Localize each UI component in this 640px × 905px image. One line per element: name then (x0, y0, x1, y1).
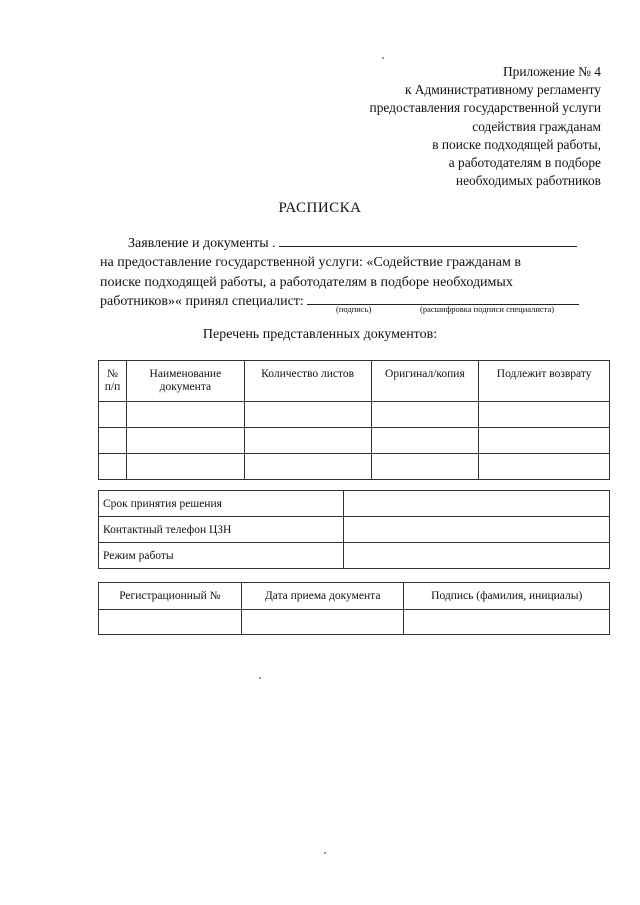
appendix-line: к Административному регламенту (404, 82, 601, 98)
scan-speck (324, 852, 326, 854)
column-header-registration-number: Регистрационный № (99, 583, 242, 610)
contact-phone-label: Контактный телефон ЦЗН (99, 517, 344, 543)
word: работодателям (279, 274, 367, 290)
column-header-receipt-date: Дата приема документа (241, 583, 404, 610)
word: а (269, 274, 277, 290)
registration-table (98, 582, 610, 635)
paragraph-text: Заявление и документы . (128, 236, 276, 251)
scan-speck (382, 57, 384, 59)
word: «Содействие (366, 255, 443, 271)
table-cell[interactable] (479, 454, 610, 480)
appendix-line: содействия гражданам (472, 118, 601, 134)
work-schedule-label: Режим работы (99, 543, 344, 569)
word: предоставление (117, 255, 212, 271)
word: подборе (380, 274, 430, 290)
table-cell[interactable] (479, 428, 610, 454)
receipt-paragraph (100, 234, 598, 311)
table-cell[interactable] (371, 454, 479, 480)
info-table (98, 490, 610, 569)
table-row (99, 491, 610, 517)
table-row (99, 454, 610, 480)
table-header-row (99, 583, 610, 610)
signature-caption: (подпись) (336, 304, 372, 314)
table-cell[interactable] (244, 402, 371, 428)
contact-phone-value[interactable] (343, 517, 609, 543)
table-header-row (99, 361, 610, 402)
word: необходимых (432, 274, 513, 290)
appendix-line: а работодателям в подборе (448, 155, 601, 171)
word: подходящей (144, 274, 217, 290)
table-cell[interactable] (99, 402, 127, 428)
table-row (99, 610, 610, 635)
page-title: РАСПИСКА (278, 200, 362, 216)
appendix-line: в поиске подходящей работы, (432, 136, 601, 152)
table-row (99, 543, 610, 569)
applicant-blank-line (279, 246, 577, 247)
table-cell[interactable] (126, 402, 244, 428)
table-cell[interactable] (99, 454, 127, 480)
table-cell[interactable] (241, 610, 404, 635)
table-cell[interactable] (479, 402, 610, 428)
scan-speck (259, 677, 261, 679)
column-header-signature: Подпись (фамилия, инициалы) (404, 583, 610, 610)
word: услуги: (318, 255, 363, 271)
table-cell[interactable] (371, 428, 479, 454)
table-cell[interactable] (244, 454, 371, 480)
word: поиске (100, 274, 141, 290)
word: государственной (215, 255, 316, 271)
table-row (99, 517, 610, 543)
table-row (99, 402, 610, 428)
paragraph-text: работников»« принял специалист: (100, 293, 304, 309)
paragraph-line-2 (100, 253, 598, 272)
table-cell[interactable] (99, 428, 127, 454)
column-header-returnable: Подлежит возврату (479, 361, 610, 402)
table-cell[interactable] (244, 428, 371, 454)
appendix-header (271, 63, 601, 190)
signature-decoding-caption: (расшифровка подписи специалиста) (420, 304, 555, 314)
table-cell[interactable] (126, 454, 244, 480)
decision-deadline-label: Срок принятия решения (99, 491, 344, 517)
table-cell[interactable] (371, 402, 479, 428)
appendix-line: необходимых работников (455, 173, 601, 189)
column-header-document-name: Наименование документа (126, 361, 244, 402)
decision-deadline-value[interactable] (343, 491, 609, 517)
column-header-sheet-count: Количество листов (244, 361, 371, 402)
word: на (100, 255, 114, 271)
work-schedule-value[interactable] (343, 543, 609, 569)
column-header-number: № п/п (99, 361, 127, 402)
appendix-line: предоставления государственной услуги (369, 100, 601, 116)
word: в (370, 274, 378, 290)
word: гражданам (446, 255, 511, 271)
table-cell[interactable] (404, 610, 610, 635)
table-cell[interactable] (126, 428, 244, 454)
word: работы, (220, 274, 267, 290)
table-row (99, 428, 610, 454)
paragraph-line-1 (100, 234, 598, 253)
documents-list-title: Перечень представленных документов: (202, 327, 438, 342)
documents-table (98, 360, 610, 480)
paragraph-line-3 (100, 273, 598, 292)
column-header-original-copy: Оригинал/копия (371, 361, 479, 402)
appendix-line: Приложение № 4 (502, 64, 601, 79)
word: в (514, 255, 521, 271)
table-cell[interactable] (99, 610, 242, 635)
